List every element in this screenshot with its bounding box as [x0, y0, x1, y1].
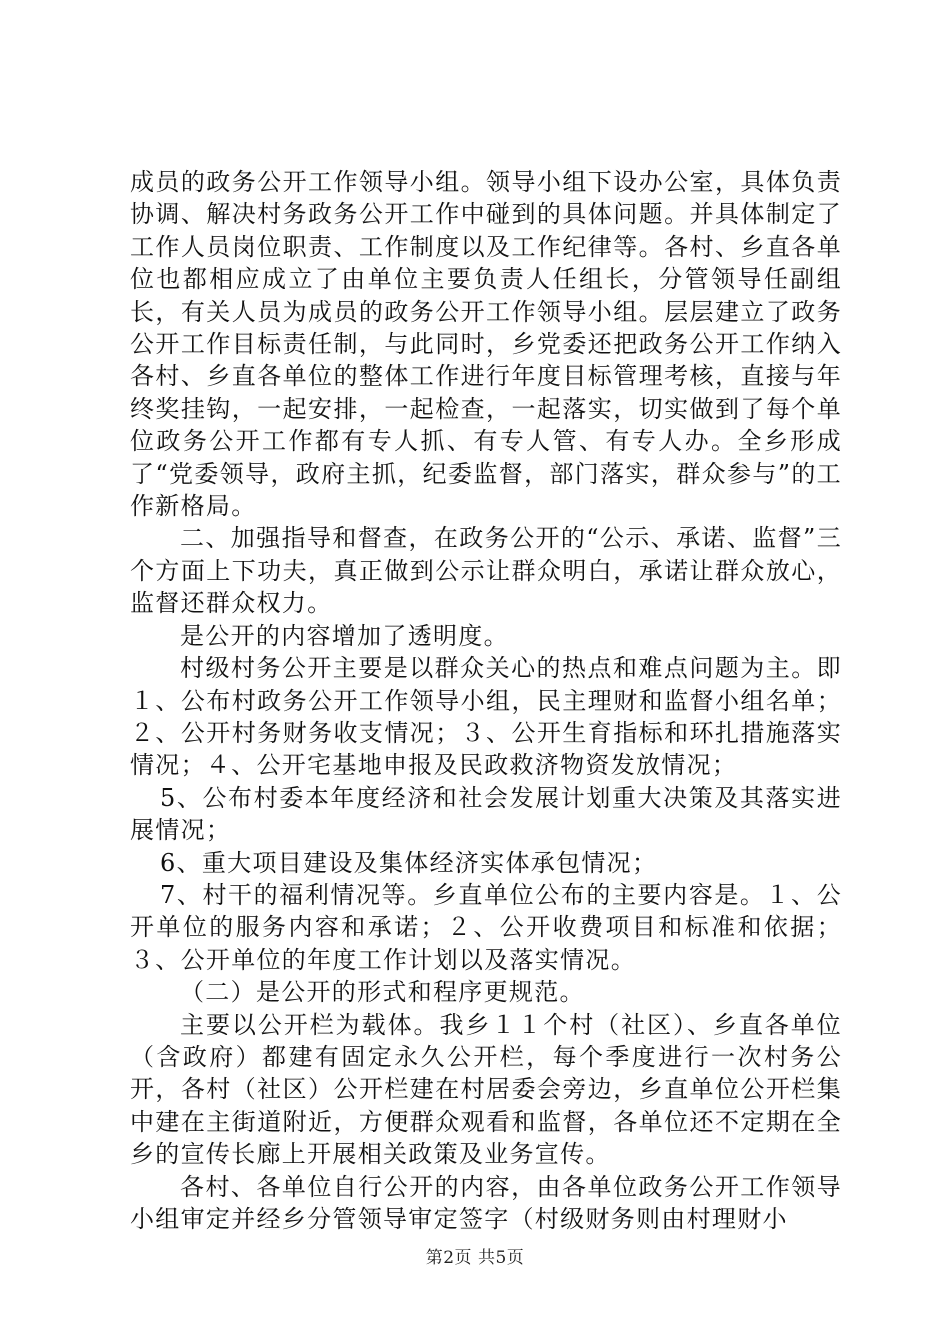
paragraph-3: 是公开的内容增加了透明度。	[180, 621, 509, 650]
page-number-footer: 第2页 共5页	[425, 1248, 525, 1268]
paragraph-8: （二）是公开的形式和程序更规范。	[180, 978, 585, 1007]
paragraph-2: 二、加强指导和督查，在政务公开的“公示、承诺、监督”三个方面上下功夫，真正做到公示让群众明白，承诺让群众放心，监督还群众权力。	[130, 524, 842, 618]
paragraph-10: 各村、各单位自行公开的内容，由各单位政务公开工作领导小组审定并经乡分管领导审定签字（村级财务则由村理财小	[130, 1172, 842, 1233]
paragraph-9: 主要以公开栏为载体。我乡１１个村（社区）、乡直各单位（含政府）都建有固定永久公开栏，每个季度进行一次村务公开，各村（社区）公开栏建在村居委会旁边，乡直单位公开栏集中建在主街道附近，方便群众观看和监督，各单位还不定期在全乡的宣传长廊上开展相关政策及业务宣传。	[130, 1010, 842, 1169]
paragraph-1: 成员的政务公开工作领导小组。领导小组下设办公室，具体负责协调、解决村务政务公开工作中碰到的具体问题。并具体制定了工作人员岗位职责、工作制度以及工作纪律等。各村、乡直各单位也都相应成立了由单位主要负责人任组长，分管领导任副组长，有关人员为成员的政务公开工作领导小组。层层建立了政务公开工作目标责任制，与此同时，乡党委还把政务公开工作纳入各村、乡直各单位的整体工作进行年度目标管理考核，直接与年终奖挂钩，一起安排，一起检查，一起落实，切实做到了每个单位政务公开工作都有专人抓、有专人管、有专人办。全乡形成了“党委领导，政府主抓，纪委监督，部门落实，群众参与”的工作新格局。	[130, 168, 842, 521]
document-body	[130, 166, 842, 1235]
paragraph-4: 村级村务公开主要是以群众关心的热点和难点问题为主。即１、公布村政务公开工作领导小组，民主理财和监督小组名单；２、公开村务财务收支情况；３、公开生育指标和环扎措施落实情况；４、公开宅基地申报及民政救济物资发放情况；	[130, 654, 842, 780]
paragraph-5: 5、公布村委本年度经济和社会发展计划重大决策及其落实进展情况；	[130, 783, 842, 845]
paragraph-7: 7、村干的福利情况等。乡直单位公布的主要内容是。１、公开单位的服务内容和承诺；２、公开收费项目和标准和依据；３、公开单位的年度工作计划以及落实情况。	[130, 880, 842, 974]
paragraph-6: 6、重大项目建设及集体经济实体承包情况；	[160, 848, 658, 877]
